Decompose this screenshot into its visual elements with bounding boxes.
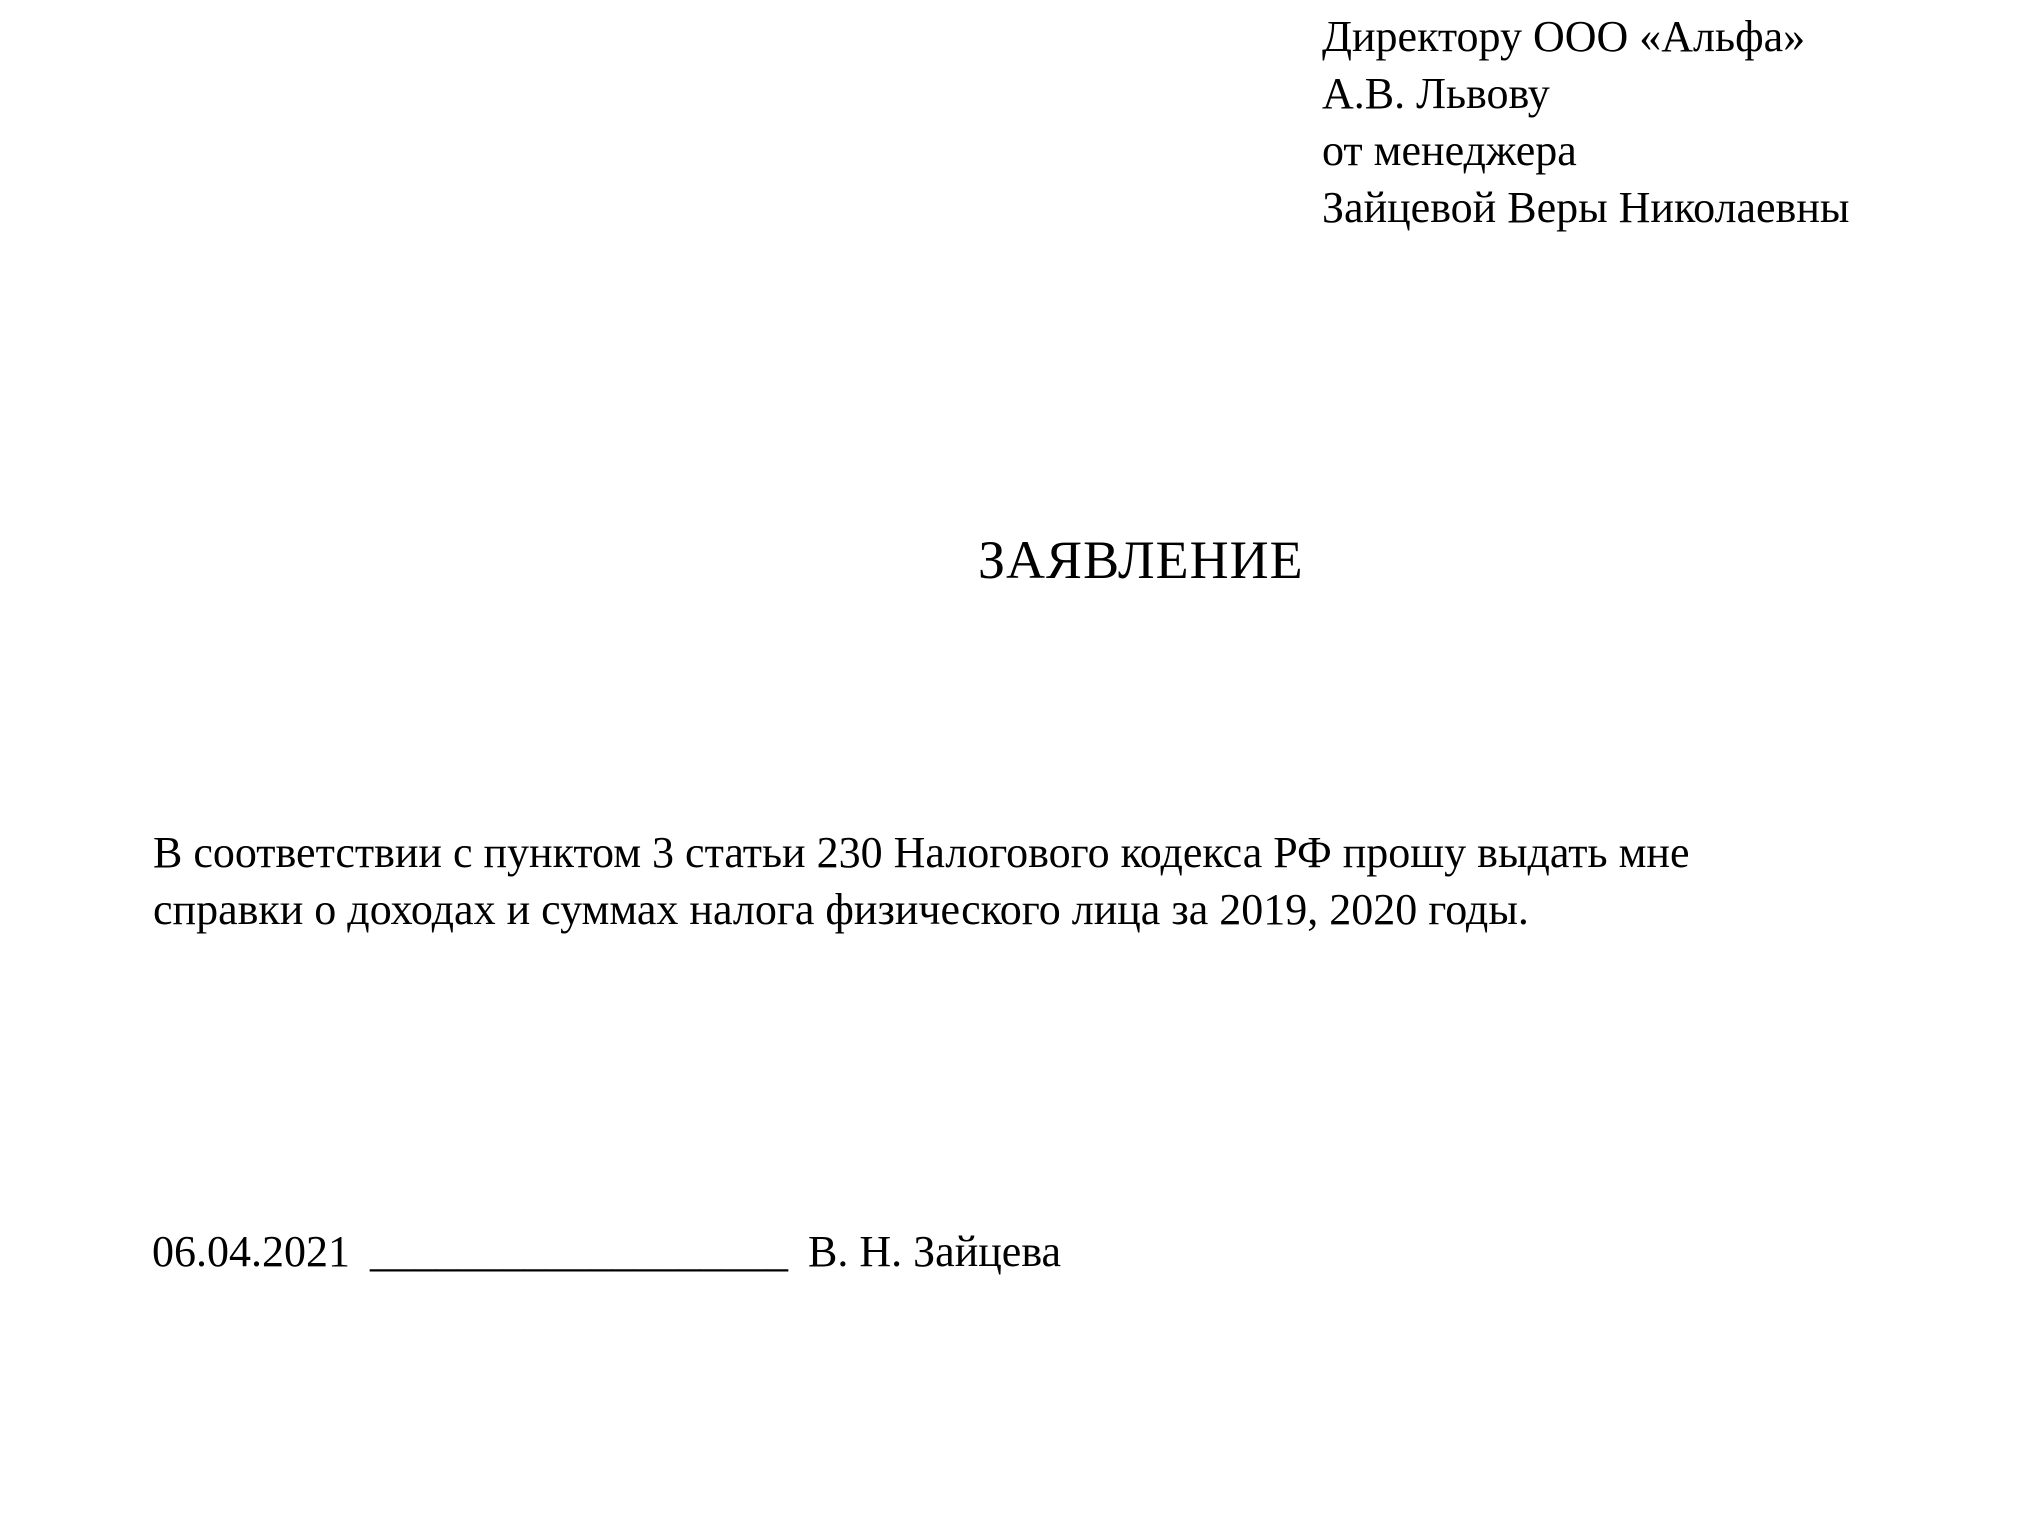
addressee-line-sender-name: Зайцевой Веры Николаевны [1322,183,1850,232]
body-paragraph [153,824,1690,938]
signatory-name: В. Н. Зайцева [808,1227,1062,1276]
signature-row [152,1223,1061,1280]
addressee-block [1322,8,1849,236]
addressee-line-recipient-title: Директору ООО «Альфа» [1322,12,1806,61]
body-line-2: справки о доходах и суммах налога физического лица за 2019, 2020 годы. [153,885,1529,934]
signature-line: ___________________ [370,1227,788,1276]
addressee-line-sender-role: от менеджера [1322,126,1577,175]
body-line-1: В соответствии с пунктом 3 статьи 230 Налогового кодекса РФ прошу выдать мне [153,828,1690,877]
document-title: ЗАЯВЛЕНИЕ [978,530,1304,590]
addressee-line-recipient-name: А.В. Львову [1322,69,1550,118]
document-date: 06.04.2021 [152,1227,350,1276]
